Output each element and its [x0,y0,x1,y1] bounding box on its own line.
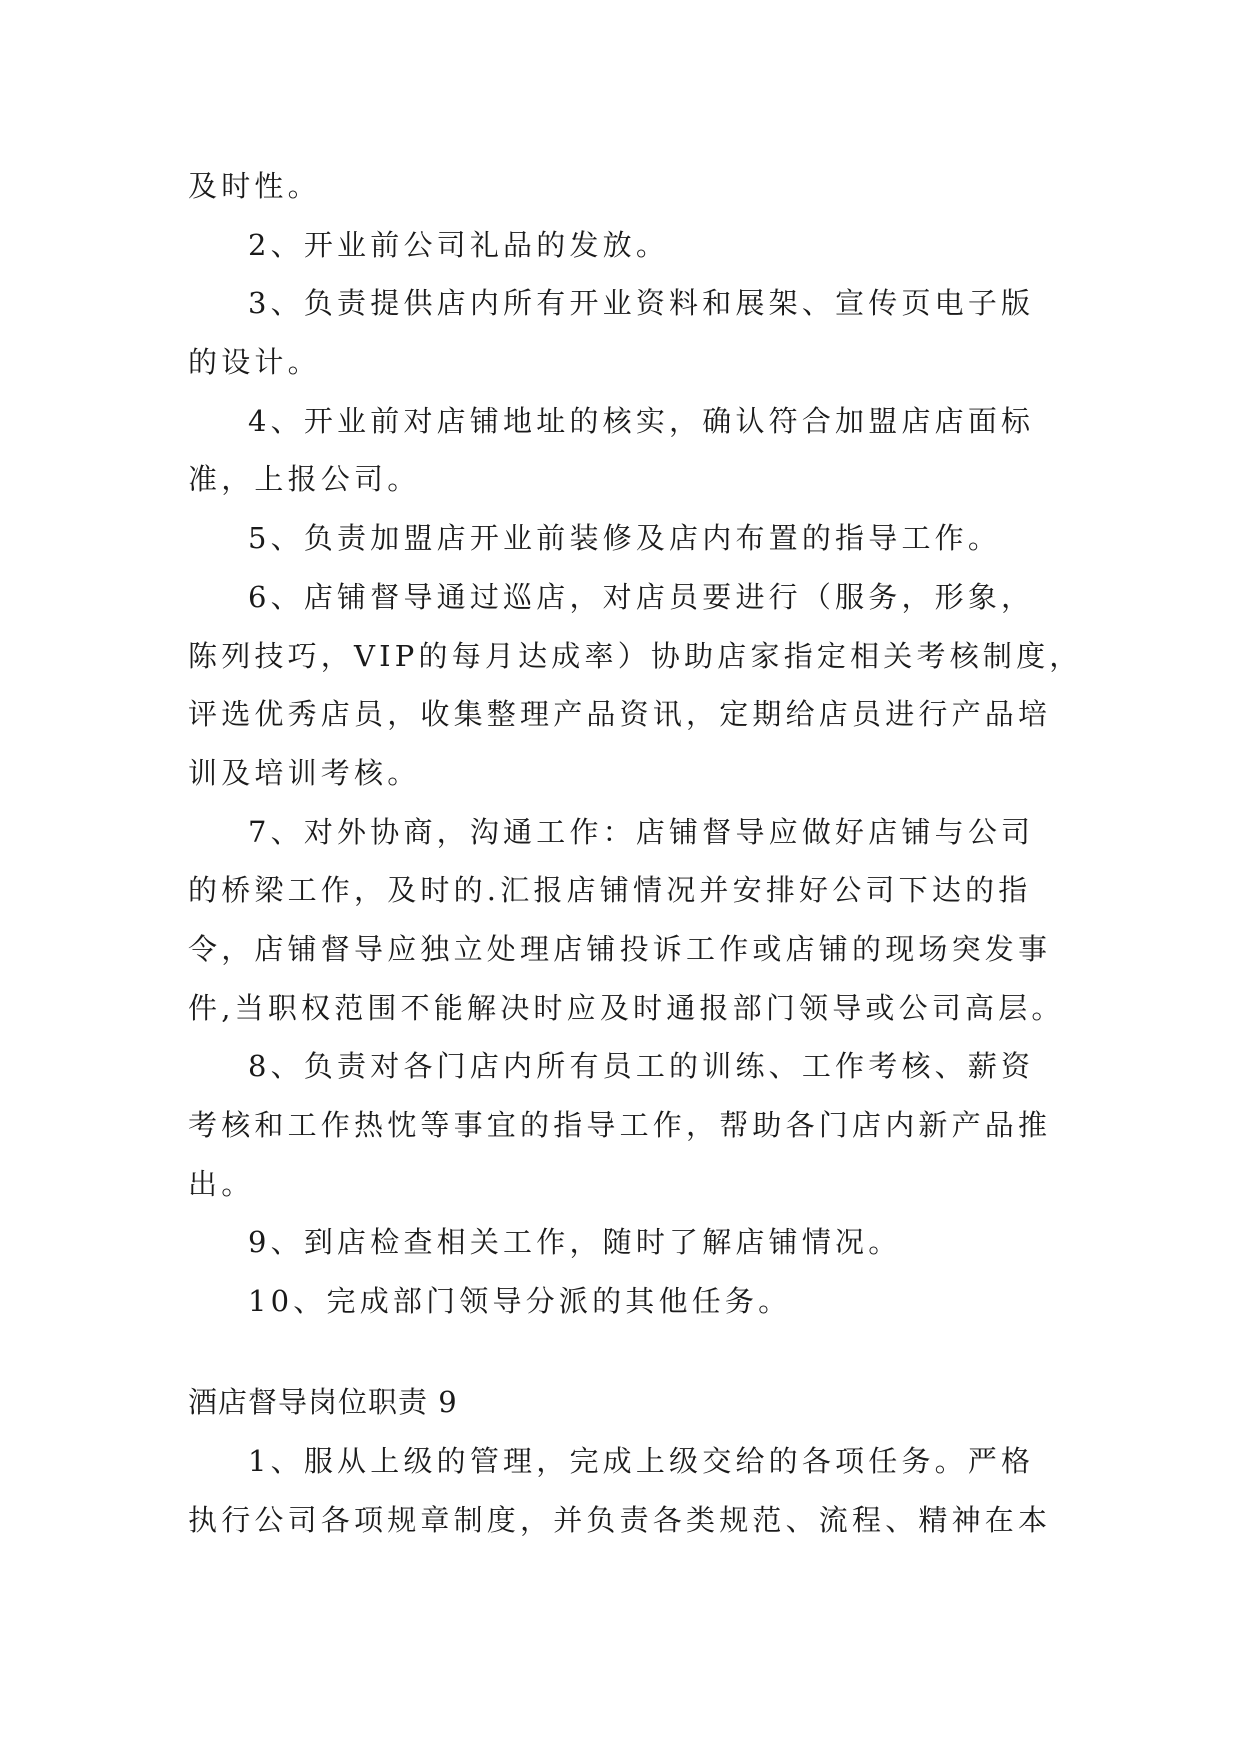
duty-item-4: 4、开业前对店铺地址的核实，确认符合加盟店店面标 [248,403,1035,438]
text-line: 及时性。 [188,169,321,203]
text-line: 的桥梁工作，及时的.汇报店铺情况并安排好公司下达的指 [188,873,1032,908]
text-line: 准，上报公司。 [188,462,421,497]
text-line: 出。 [188,1166,255,1201]
text-line: 评选优秀店员，收集整理产品资讯，定期给店员进行产品培 [188,697,1052,732]
duties-list-section-9 [188,1432,1054,1549]
text-line: 考核和工作热忱等事宜的指导工作，帮助各门店内新产品推 [188,1108,1052,1142]
text-line: 训及培训考核。 [188,755,421,790]
duty-item-8: 8、负责对各门店内所有员工的训练、工作考核、薪资 [248,1049,1035,1084]
duty-item-1: 1、服从上级的管理，完成上级交给的各项任务。严格 [248,1444,1035,1478]
duty-item-6: 6、店铺督导通过巡店，对店员要进行（服务，形象， [248,579,1035,614]
text-line: 件,当职权范围不能解决时应及时通报部门领导或公司高层。 [188,990,1065,1025]
duty-item-10: 10、完成部门领导分派的其他任务。 [248,1284,792,1319]
duty-item-2: 2、开业前公司礼品的发放。 [248,227,670,262]
duty-item-5: 5、负责加盟店开业前装修及店内布置的指导工作。 [248,521,1002,556]
duty-item-7: 7、对外协商，沟通工作：店铺督导应做好店铺与公司 [248,814,1035,849]
text-line: 执行公司各项规章制度，并负责各类规范、流程、精神在本 [188,1502,1052,1537]
duty-item-3: 3、负责提供店内所有开业资料和展架、宣传页电子版 [248,286,1035,321]
text-line: 陈列技巧，VIP的每月达成率）协助店家指定相关考核制度， [188,638,1083,673]
text-line: 的设计。 [188,345,321,380]
section-heading: 酒店督导岗位职责 9 [188,1385,458,1419]
text-line: 令，店铺督导应独立处理店铺投诉工作或店铺的现场突发事 [188,931,1052,966]
duties-list-continued [188,157,1083,1331]
duty-item-9: 9、到店检查相关工作，随时了解店铺情况。 [248,1225,902,1260]
